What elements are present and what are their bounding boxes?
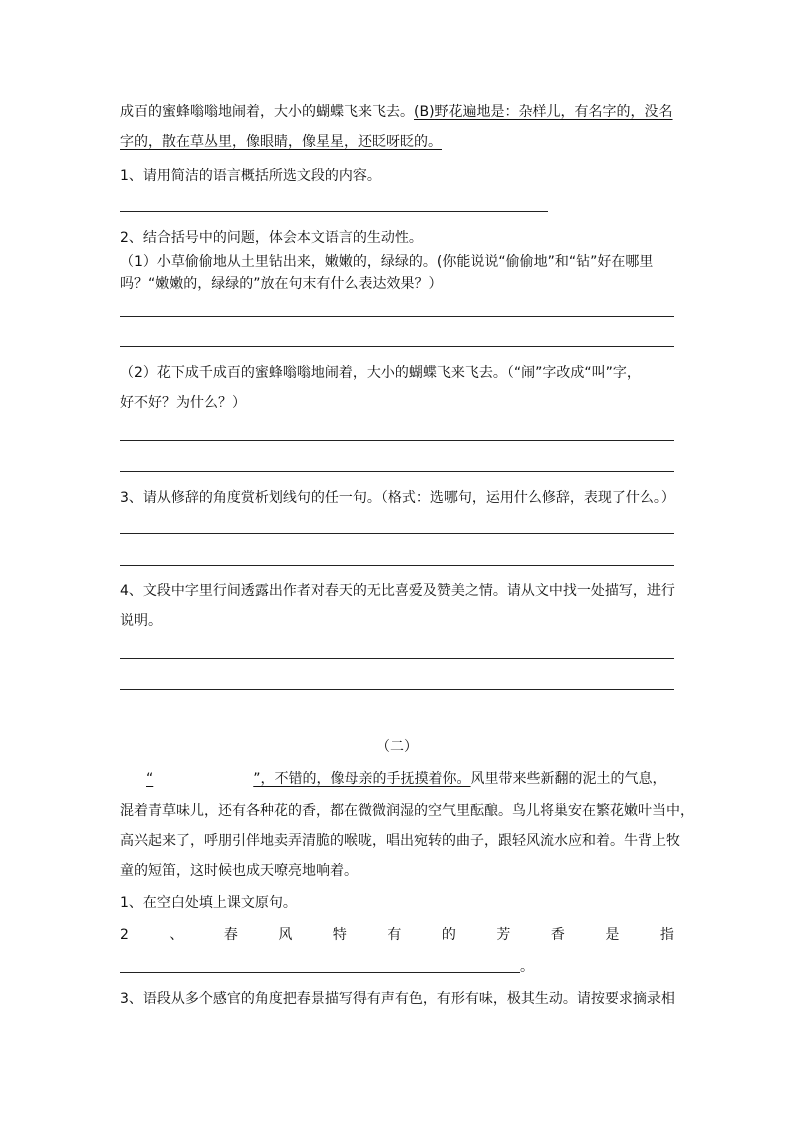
answer-line[interactable] [120, 689, 674, 690]
underlined-sentence-cont: 字的，散在草丛里，像眼睛，像星星，还眨呀眨的。 [120, 134, 442, 150]
question-4-line-2: 说明。 [120, 613, 162, 629]
answer-line[interactable] [120, 316, 674, 317]
passage-line-1 [120, 102, 673, 122]
question-2-1-line-2: 吗？“嫩嫩的，绿绿的”放在句末有什么表达效果？） [120, 276, 443, 292]
question2-2-line-2: 。 [120, 957, 534, 977]
question-2-1-line-1: （1）小草偷偷地从土里钻出来，嫩嫩的，绿绿的。(你能说说“偷偷地”和“钻”好在哪里 [120, 254, 654, 270]
fill-blank-sentence[interactable]: “ ”，不错的，像母亲的手抚摸着你。 [146, 771, 471, 787]
underlined-sentence: 野花遍地是：杂样儿，有名字的，没名 [434, 104, 673, 120]
question-3: 3、请从修辞的角度赏析划线句的任一句。（格式：选哪句，运用什么修辞，表现了什么。） [120, 490, 675, 506]
answer-line[interactable] [120, 211, 548, 212]
answer-blank[interactable] [120, 958, 520, 973]
passage-line-2 [120, 132, 442, 152]
answer-line[interactable] [120, 565, 674, 566]
answer-line[interactable] [120, 440, 674, 441]
answer-line[interactable] [120, 471, 674, 472]
question-2: 2、结合括号中的问题，体会本文语言的生动性。 [120, 230, 423, 246]
answer-line[interactable] [120, 533, 674, 534]
question-2-2-line-2: 好不好？为什么？） [120, 395, 246, 411]
answer-line[interactable] [120, 658, 674, 659]
passage2-line-2: 混着青草味儿，还有各种花的香，都在微微润湿的空气里酝酿。鸟儿将巢安在繁花嫩叶当中， [120, 803, 694, 819]
passage2-line-1 [146, 769, 667, 789]
question2-3: 3、语段从多个感官的角度把春景描写得有声有色，有形有味，极其生动。请按要求摘录相 [120, 991, 675, 1007]
passage2-line-3: 高兴起来了，呼朋引伴地卖弄清脆的喉咙，唱出宛转的曲子，跟轻风流水应和着。牛背上牧 [120, 833, 680, 849]
question2-2-line-1: 2 、 春 风 特 有 的 芳 香 是 指 [120, 927, 674, 943]
passage-text: 成百的蜜蜂嗡嗡地闹着，大小的蝴蝶飞来飞去。 [120, 104, 414, 120]
question2-1: 1、在空白处填上课文原句。 [120, 895, 297, 911]
answer-line[interactable] [120, 346, 674, 347]
passage2-line-4: 童的短笛，这时候也成天嘹亮地响着。 [120, 863, 358, 879]
question-4-line-1: 4、文段中字里行间透露出作者对春天的无比喜爱及赞美之情。请从文中找一处描写，进行 [120, 583, 675, 599]
passage-text: 风里带来些新翻的泥土的气息， [470, 771, 667, 787]
question-2-2-line-1: （2）花下成千成百的蜜蜂嗡嗡地闹着，大小的蝴蝶飞来飞去。（“闹”字改成“叫”字， [120, 365, 641, 381]
sentence-marker: (B) [414, 104, 435, 120]
section-heading: （二） [376, 739, 418, 755]
question-1: 1、请用简洁的语言概括所选文段的内容。 [120, 168, 381, 184]
